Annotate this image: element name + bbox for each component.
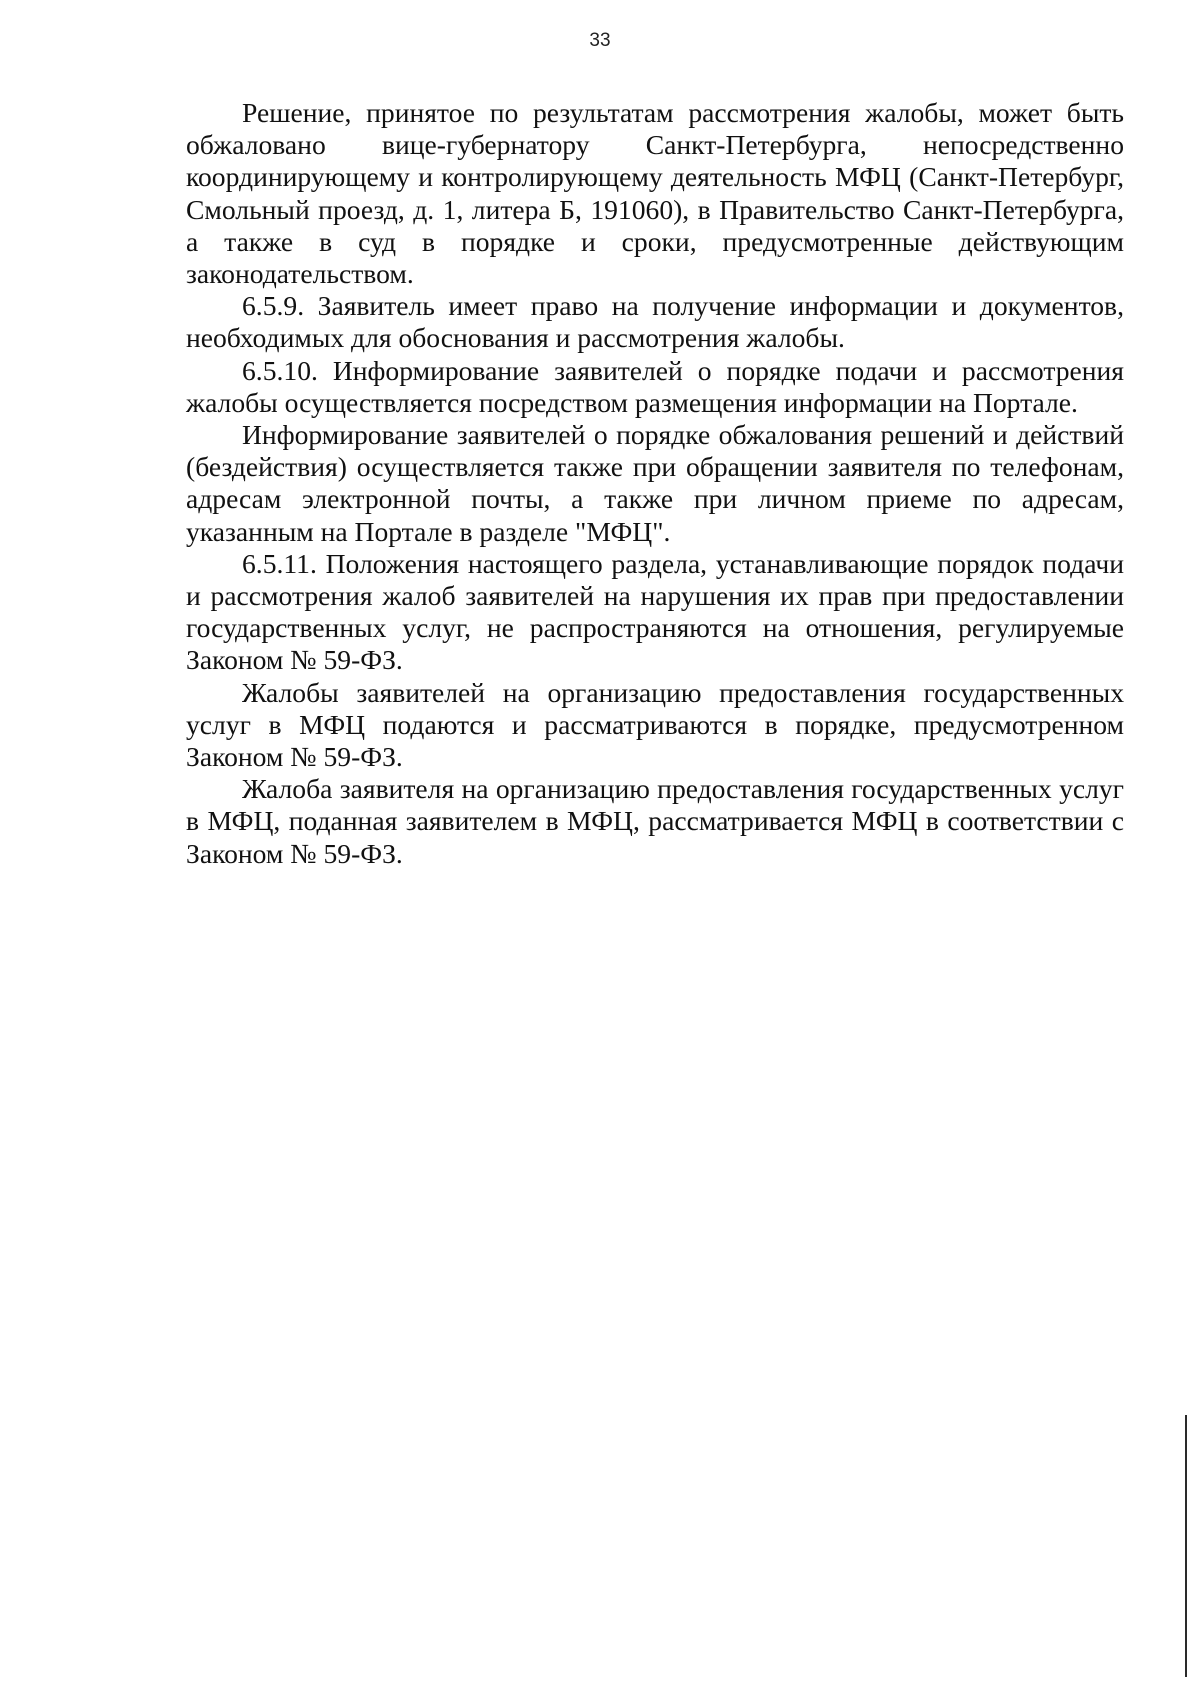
scan-edge-line xyxy=(1185,1415,1187,1677)
paragraph-6-5-11: 6.5.11. Положения настоящего раздела, устанавливающие порядок подачи и рассмотрения жалоб заявителей на нарушения их прав при предоставлении государственных услуг, не распространяются на отношения, регулируемые Законом № 59-ФЗ. xyxy=(186,547,1124,676)
paragraph-complaints-mfc: Жалобы заявителей на организацию предоставления государственных услуг в МФЦ подаются и рассматриваются в порядке, предусмотренном Законом № 59-ФЗ. xyxy=(186,676,1124,773)
paragraph-6-5-9: 6.5.9. Заявитель имеет право на получение информации и документов, необходимых для обоснования и рассмотрения жалобы. xyxy=(186,290,1124,354)
paragraph-complaint-review: Жалоба заявителя на организацию предоставления государственных услуг в МФЦ, поданная заявителем в МФЦ, рассматривается МФЦ в соответствии с Законом № 59-ФЗ. xyxy=(186,773,1124,869)
paragraph-appeal-decision: Решение, принятое по результатам рассмотрения жалобы, может быть обжаловано вице-губернатору Санкт-Петербурга, непосредственно координирующему и контролирующему деятельность МФЦ (Санкт-Петербург, Смольный проезд, д. 1, литера Б, 191060), в Правительство Санкт-Петербурга, а также в суд в порядке и сроки, предусмотренные действующим законодательством. xyxy=(186,97,1124,290)
document-body xyxy=(186,97,1124,870)
page-number: 33 xyxy=(589,30,611,51)
paragraph-informing-applicants: Информирование заявителей о порядке обжалования решений и действий (бездействия) осуществляется также при обращении заявителя по телефонам, адресам электронной почты, а также при личном приеме по адресам, указанным на Портале в разделе "МФЦ". xyxy=(186,419,1124,547)
paragraph-6-5-10: 6.5.10. Информирование заявителей о порядке подачи и рассмотрения жалобы осуществляется посредством размещения информации на Портале. xyxy=(186,354,1124,418)
